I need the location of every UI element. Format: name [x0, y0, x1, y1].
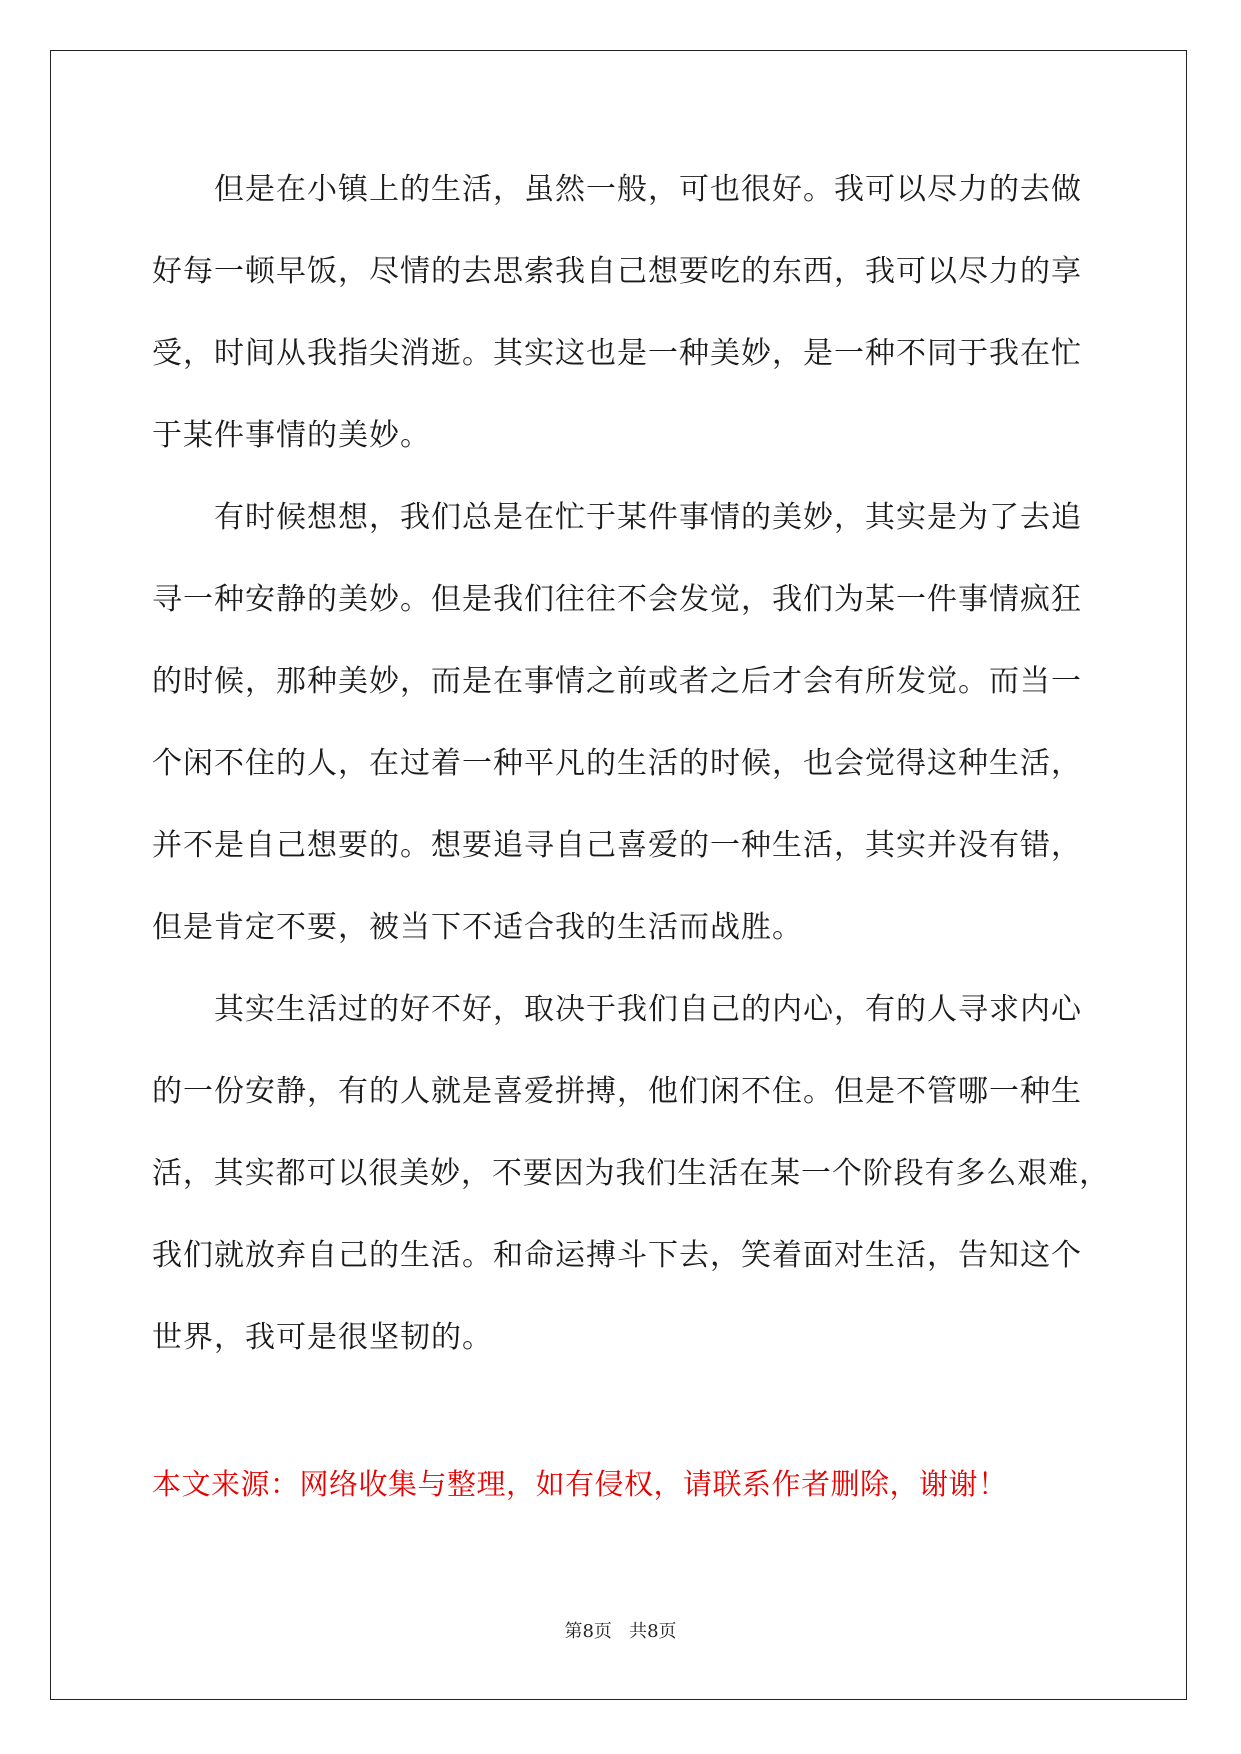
paragraph-3-line-2: 的一份安静，有的人就是喜爱拼搏，他们闲不住。但是不管哪一种生 — [152, 1074, 1082, 1109]
footer-gap — [612, 1621, 629, 1642]
paragraph-2-line-4: 个闲不住的人，在过着一种平凡的生活的时候，也会觉得这种生活， — [152, 746, 1082, 781]
source-note: 本文来源：网络收集与整理，如有侵权，请联系作者删除，谢谢！ — [152, 1467, 1008, 1501]
page-total: 共8页 — [629, 1621, 677, 1642]
page-border — [50, 50, 1187, 1700]
paragraph-2-line-1: 有时候想想，我们总是在忙于某件事情的美妙，其实是为了去追 — [214, 500, 1082, 535]
paragraph-3-line-1: 其实生活过的好不好，取决于我们自己的内心，有的人寻求内心 — [214, 992, 1082, 1027]
paragraph-1-line-3: 受，时间从我指尖消逝。其实这也是一种美妙，是一种不同于我在忙 — [152, 336, 1082, 371]
page-footer — [0, 1620, 1241, 1644]
paragraph-3-line-5: 世界，我可是很坚韧的。 — [152, 1320, 493, 1355]
paragraph-1-line-4: 于某件事情的美妙。 — [152, 418, 431, 453]
paragraph-2-line-2: 寻一种安静的美妙。但是我们往往不会发觉，我们为某一件事情疯狂 — [152, 582, 1082, 617]
page-number: 第8页 — [564, 1621, 612, 1642]
paragraph-1-line-2: 好每一顿早饭，尽情的去思索我自己想要吃的东西，我可以尽力的享 — [152, 254, 1082, 289]
paragraph-1-line-1: 但是在小镇上的生活，虽然一般，可也很好。我可以尽力的去做 — [214, 172, 1082, 207]
paragraph-2-line-6: 但是肯定不要，被当下不适合我的生活而战胜。 — [152, 910, 803, 945]
paragraph-2-line-5: 并不是自己想要的。想要追寻自己喜爱的一种生活，其实并没有错， — [152, 828, 1082, 863]
paragraph-2-line-3: 的时候，那种美妙，而是在事情之前或者之后才会有所发觉。而当一 — [152, 664, 1082, 699]
paragraph-3-line-4: 我们就放弃自己的生活。和命运搏斗下去，笑着面对生活，告知这个 — [152, 1238, 1082, 1273]
paragraph-3-line-3: 活，其实都可以很美妙，不要因为我们生活在某一个阶段有多么艰难， — [152, 1156, 1111, 1191]
